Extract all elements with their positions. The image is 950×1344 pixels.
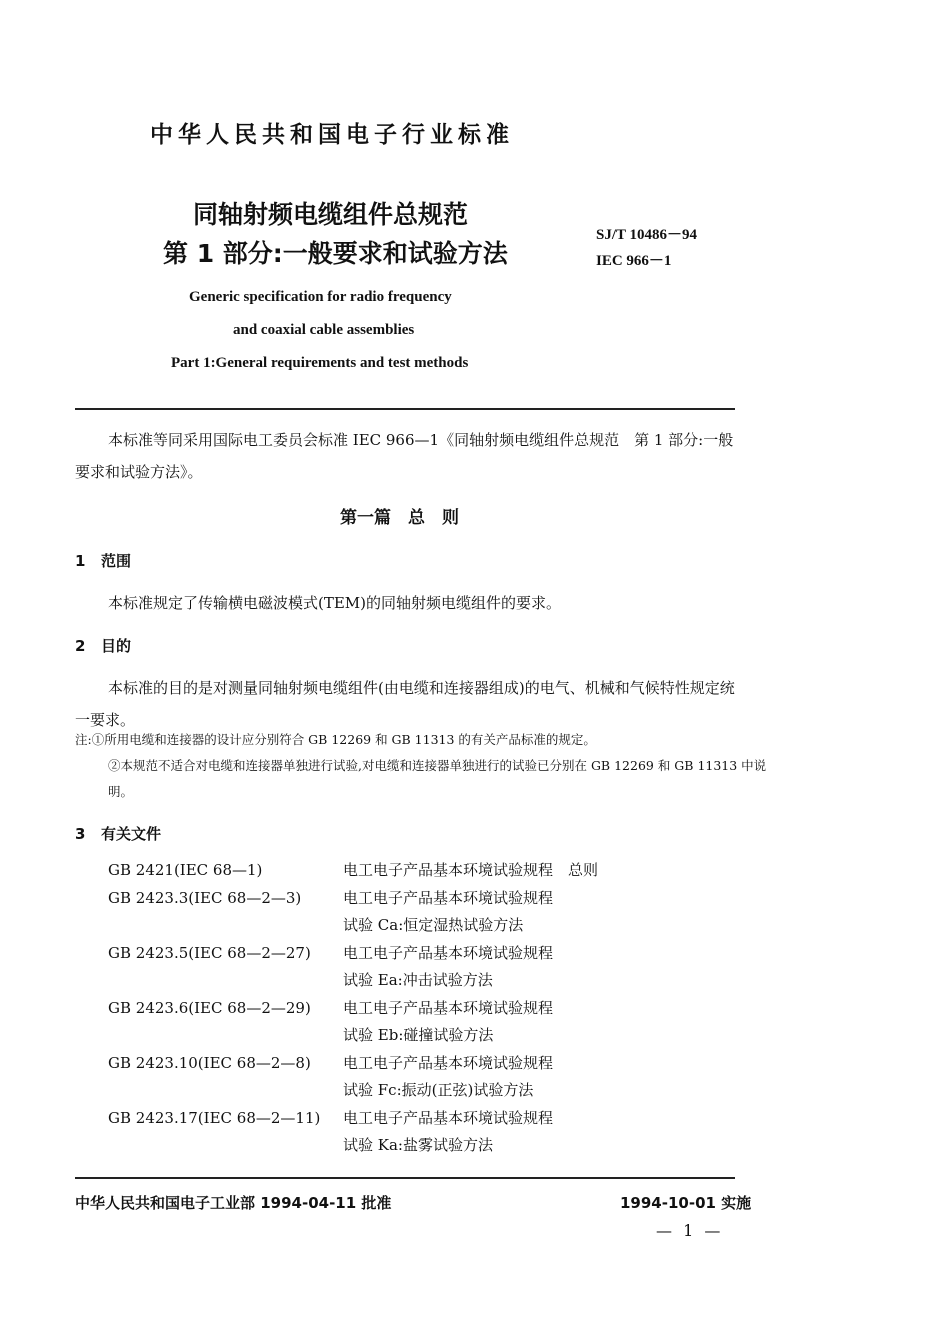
header-divider xyxy=(75,408,735,410)
reference-code: GB 2423.17(IEC 68—2—11) xyxy=(108,1108,321,1127)
standard-code-iec: IEC 966－1 xyxy=(596,253,672,269)
part-title: 第一篇 总 则 xyxy=(340,508,459,528)
reference-title xyxy=(343,1050,708,1105)
title-cn-line1: 同轴射频电缆组件总规范 xyxy=(193,200,469,229)
reference-title-line: 试验 Ca:恒定湿热试验方法 xyxy=(343,916,524,934)
reference-title-line: 试验 Fc:振动(正弦)试验方法 xyxy=(343,1081,534,1099)
note-1: 注:①所用电缆和连接器的设计应分别符合 GB 12269 和 GB 11313 的有关产品标准的规定。 xyxy=(75,732,596,747)
reference-code: GB 2423.10(IEC 68—2—8) xyxy=(108,1053,311,1072)
reference-title-line: 试验 Eb:碰撞试验方法 xyxy=(343,1026,494,1044)
reference-title xyxy=(343,995,708,1050)
reference-row xyxy=(108,1050,708,1105)
section-number: 1 xyxy=(75,552,86,570)
title-en-line2: and coaxial cable assemblies xyxy=(233,322,415,338)
reference-code: GB 2423.5(IEC 68—2—27) xyxy=(108,943,311,962)
section-number: 2 xyxy=(75,637,86,655)
footer-divider xyxy=(75,1177,735,1179)
title-cn-line2: 第 1 部分:一般要求和试验方法 xyxy=(163,239,508,268)
section-title: 有关文件 xyxy=(101,825,162,843)
reference-row xyxy=(108,857,708,885)
section-title: 范围 xyxy=(101,552,132,570)
note-2: ②本规范不适合对电缆和连接器单独进行试验,对电缆和连接器单独进行的试验已分别在 GB 12269 和 GB 11313 中说明。 xyxy=(108,758,767,799)
intro-paragraph: 本标准等同采用国际电工委员会标准 IEC 966—1《同轴射频电缆组件总规范 第 1 部分:一般要求和试验方法》。 xyxy=(75,431,734,481)
reference-title-line: 电工电子产品基本环境试验规程 xyxy=(343,1053,554,1072)
section-number: 3 xyxy=(75,825,86,843)
reference-row xyxy=(108,885,708,940)
section-3-heading xyxy=(75,823,161,844)
section-2-body: 本标准的目的是对测量同轴射频电缆组件(由电缆和连接器组成)的电气、机械和气候特性规定统一要求。 xyxy=(75,679,735,729)
reference-title-line: 电工电子产品基本环境试验规程 xyxy=(343,943,554,962)
page-number: — 1 — xyxy=(656,1221,721,1240)
reference-title-line: 电工电子产品基本环境试验规程 xyxy=(343,888,554,907)
reference-title xyxy=(343,940,708,995)
standard-category-heading: 中华人民共和国电子行业标准 xyxy=(150,122,514,148)
reference-row xyxy=(108,995,708,1050)
reference-code: GB 2423.6(IEC 68—2—29) xyxy=(108,998,311,1017)
reference-title-line: 电工电子产品基本环境试验规程 xyxy=(343,998,554,1017)
section-2-heading xyxy=(75,635,131,656)
reference-title xyxy=(343,1105,708,1160)
references-table xyxy=(108,857,708,1160)
title-en-line3: Part 1:General requirements and test methods xyxy=(171,355,469,371)
reference-row xyxy=(108,1105,708,1160)
reference-title xyxy=(343,857,708,885)
reference-title-line: 电工电子产品基本环境试验规程 总则 xyxy=(343,861,599,879)
reference-title xyxy=(343,885,708,940)
reference-title-line: 电工电子产品基本环境试验规程 xyxy=(343,1108,554,1127)
reference-code: GB 2423.3(IEC 68—2—3) xyxy=(108,888,302,907)
section-title: 目的 xyxy=(101,637,132,655)
section-1-body: 本标准规定了传输横电磁波模式(TEM)的同轴射频电缆组件的要求。 xyxy=(108,594,562,612)
reference-row xyxy=(108,940,708,995)
effective-date: 1994-10-01 实施 xyxy=(620,1194,752,1212)
approval-statement: 中华人民共和国电子工业部 1994-04-11 批准 xyxy=(75,1194,392,1212)
reference-title-line: 试验 Ka:盐雾试验方法 xyxy=(343,1136,493,1154)
reference-title-line: 试验 Ea:冲击试验方法 xyxy=(343,971,493,989)
standard-code-sj: SJ/T 10486－94 xyxy=(596,227,697,243)
section-1-heading xyxy=(75,550,131,571)
title-en-line1: Generic specification for radio frequency xyxy=(189,289,452,305)
reference-code: GB 2421(IEC 68—1) xyxy=(108,861,263,879)
